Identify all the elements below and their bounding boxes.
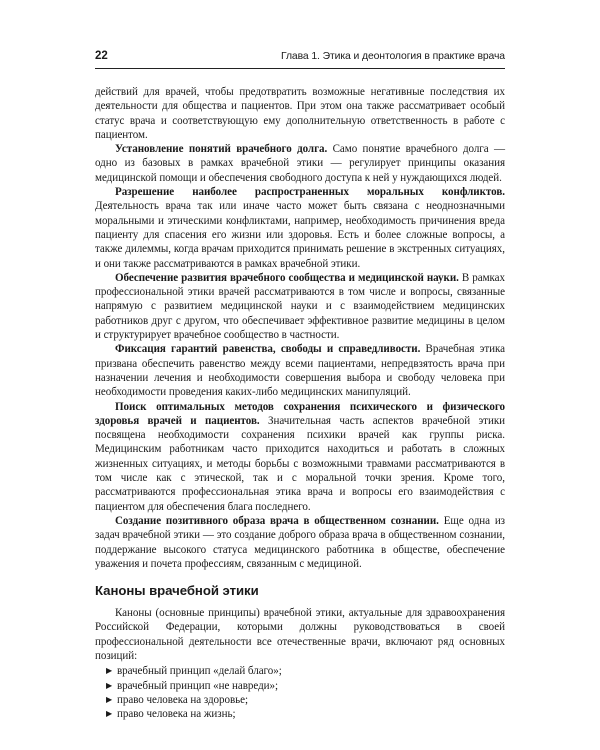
list-item (106, 693, 505, 707)
paragraph-lead: Создание позитивного образа врача в общественном сознании. (115, 514, 439, 527)
paragraph-equality-guarantees (95, 342, 505, 399)
book-page (95, 46, 505, 721)
triangle-bullet-icon: ▶ (106, 694, 113, 704)
paragraph-lead: Поиск оптимальных методов сохранения психического и физического здоровья врачей и пациентов. (95, 400, 505, 427)
principles-list (95, 664, 505, 721)
paragraph-text: Еще одна из задач врачебной этики — это создание доброго образа врача в общественном сознании, поддержание высокого статуса медицинского работника в обществе, обеспечение уважения и почета профессиям, связанным с медициной. (95, 514, 505, 570)
paragraph-text: Само понятие врачебного долга — одно из базовых в рамках врачебной этики — регулирует принципы оказания медицинской помощи и обеспечения свободного доступа к ней у нуждающихся людей. (95, 143, 505, 184)
paragraph-text: Деятельность врача так или иначе часто может быть связана с неоднозначными моральными и этическими конфликтами, например, необходимость причинения вреда пациенту для спасения его жизни или здоровья. Есть и более сложные вопросы, а также дилеммы, когда врачам приходится принимать решение в экстренных ситуациях, и они также рассматриваются в рамках врачебной этики. (95, 200, 505, 270)
section-intro-paragraph: Каноны (основные принципы) врачебной этики, актуальные для здравоохранения Российской Федерации, которыми должны руководствоваться в своей профессиональной деятельности все отечественные врачи, включают ряд основных позиций: (95, 607, 505, 662)
paragraph-moral-conflicts (95, 185, 505, 271)
list-item-text: право человека на здоровье; (117, 693, 248, 706)
section-heading: Каноны врачебной этики (95, 583, 259, 599)
triangle-bullet-icon: ▶ (106, 680, 113, 690)
paragraph-lead: Обеспечение развития врачебного сообщества и медицинской науки. (115, 271, 459, 284)
triangle-bullet-icon: ▶ (106, 709, 113, 719)
list-item (106, 664, 505, 678)
triangle-bullet-icon: ▶ (106, 666, 113, 676)
paragraph-lead: Разрешение наиболее распространенных моральных конфликтов. (115, 186, 505, 199)
paragraph-health-preservation (95, 400, 505, 514)
paragraph-positive-image (95, 514, 505, 571)
paragraph-text: Врачебная этика призвана обеспечить равенство между всеми пациентами, непредвзятость врача при назначении лечения и необходимости совершения выбора и свободу человека при необходимости проведения каких-либо медицинских манипуляций. (95, 343, 505, 399)
list-item-text: врачебный принцип «делай благо»; (117, 665, 282, 678)
chapter-running-title: Глава 1. Этика и деонтология в практике врача (281, 51, 505, 62)
intro-paragraph: действий для врачей, чтобы предотвратить возможные негативные последствия их деятельности для общества и пациентов. При этом она также рассматривает особый статус врача и соответствующую ему дополнительную ответственность в работе с пациентом. (95, 86, 505, 141)
paragraph-lead: Установление понятий врачебного долга. (115, 143, 328, 156)
page-number: 22 (95, 50, 108, 62)
body-text (95, 85, 505, 721)
running-header (95, 46, 505, 69)
paragraph-text: В рамках профессиональной этики врачей рассматриваются в том числе и вопросы, связанные напрямую с развитием медицинской науки и с взаимодействием медицинских работников друг с другом, что обеспечивает эффективное развитие медицины в целом и структурирует врачебное сообщество в частности. (95, 271, 505, 342)
list-item (106, 707, 505, 721)
list-item-text: право человека на жизнь; (117, 708, 236, 721)
paragraph-medical-duty (95, 142, 505, 185)
paragraph-text: Значительная часть аспектов врачебной этики посвящена необходимости сохранения психики врачей как группы риска. Медицинским работникам часто приходится находиться и работать в сложных жизненных ситуациях, и методы борьбы с возможными травмами рассматриваются в том числе как с этической, так и с моральной точки зрения. Кроме того, рассматриваются профессиональная этика врача и вопросы его взаимодействия с пациентом для обеспечения блага последнего. (95, 414, 506, 513)
paragraph-community-development (95, 271, 505, 342)
paragraph-lead: Фиксация гарантий равенства, свободы и справедливости. (115, 343, 421, 356)
list-item (106, 679, 505, 693)
list-item-text: врачебный принцип «не навреди»; (117, 679, 279, 692)
